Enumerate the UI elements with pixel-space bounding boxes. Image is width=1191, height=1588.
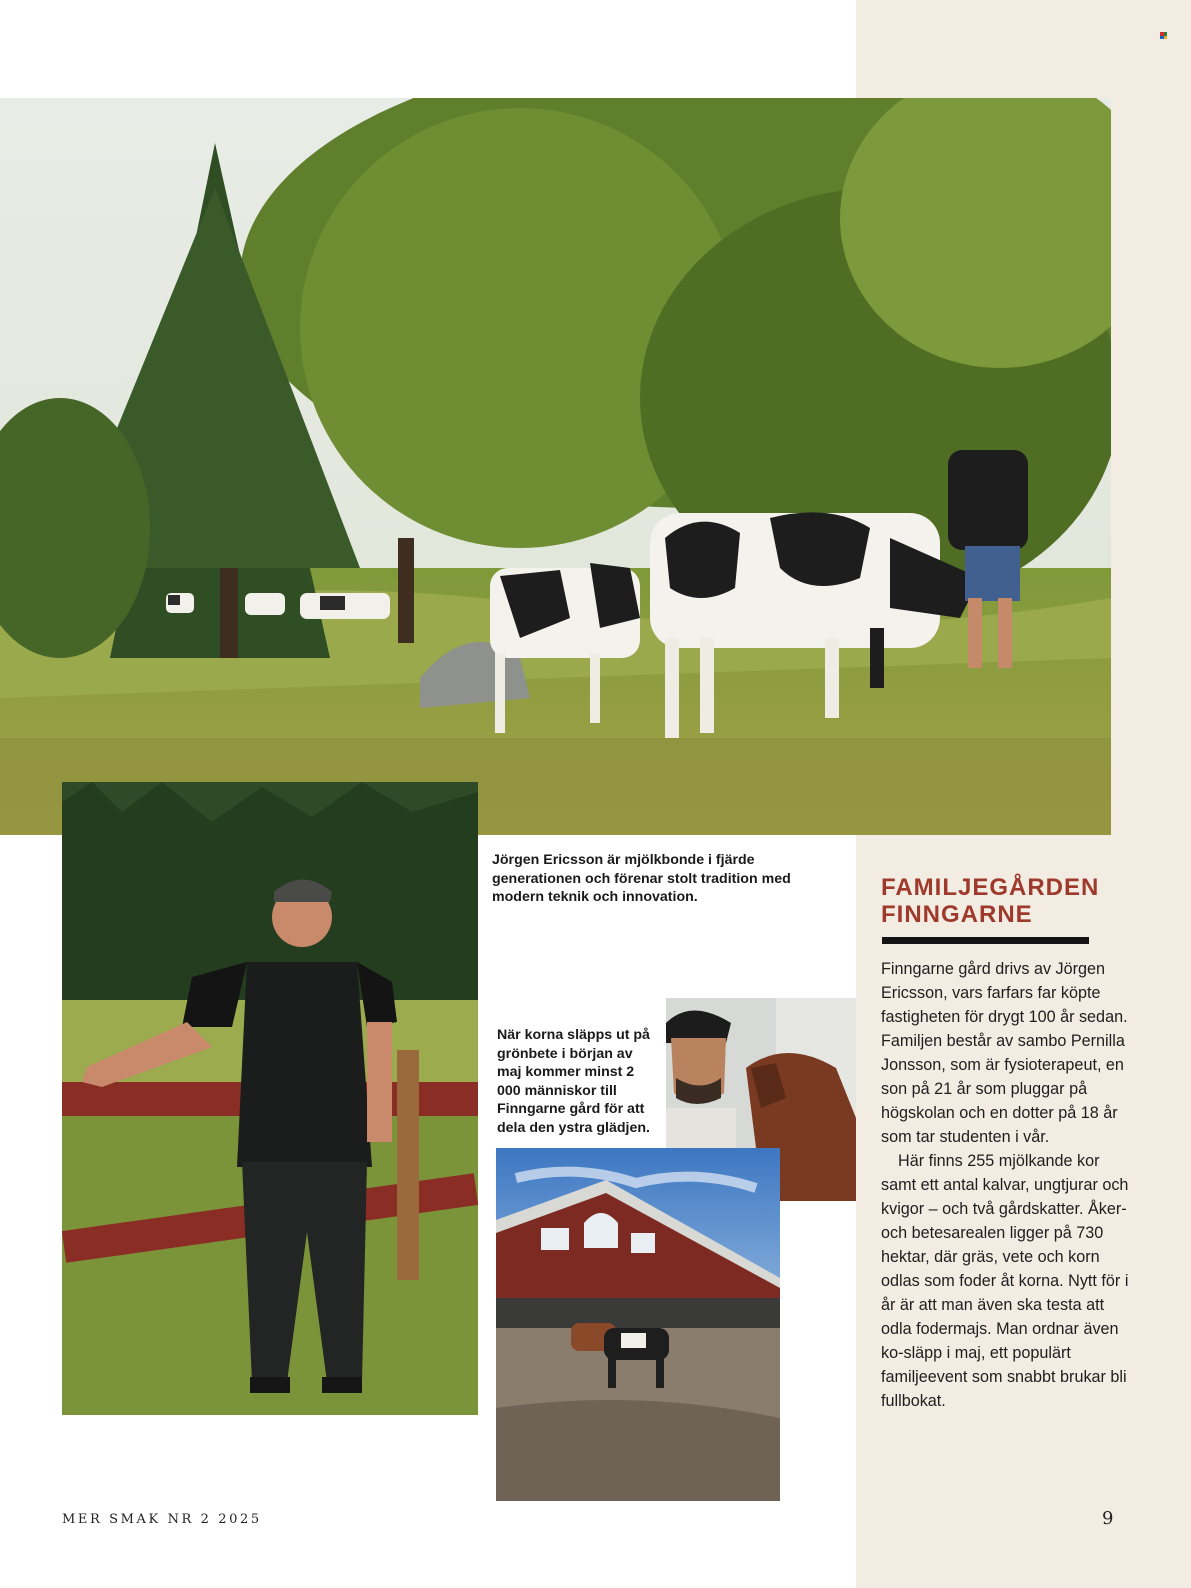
article-heading [881, 874, 1141, 928]
article-paragraph: Här finns 255 mjölkande kor samt ett antal kalvar, ungtjurar och kvigor – och två gårdskatter. Åker- och betesarealen ligger på 730 hektar, där gräs, vete och korn odlas som foder åt korna. Nytt för i år är att man även ska testa att odla fodermajs. Man ordnar även ko-släpp i maj, ett populärt familjeevent som snabbt brukar bli fullbokat. [881, 1152, 1129, 1410]
magazine-footer: MER SMAK NR 2 2025 [62, 1512, 262, 1527]
farmer-portrait-photo [62, 782, 478, 1415]
hero-photo-caption: Jörgen Ericsson är mjölkbonde i fjärde generationen och förenar stolt tradition med modern teknik och innovation. [492, 852, 791, 905]
color-mark-icon [1160, 32, 1167, 39]
heading-rule [882, 937, 1089, 944]
heading-line: FINNGARNE [881, 901, 1033, 928]
barn-photo [496, 1148, 780, 1501]
page-number: 9 [1102, 1508, 1114, 1529]
article-body [881, 957, 1131, 1413]
hero-photo-cows-pasture [0, 98, 1111, 835]
heading-line: FAMILJEGÅRDEN [881, 874, 1100, 901]
cow-release-caption: När korna släpps ut på grönbete i början av maj kommer minst 2 000 människor till Finngarne gård för att dela den ystra glädjen. [497, 1027, 650, 1136]
article-paragraph: Finngarne gård drivs av Jörgen Ericsson, vars farfars far köpte fastigheten för drygt 100 år sedan. Familjen består av sambo Pernilla Jonsson, som är fysioterapeut, en son på 21 år som pluggar på högskolan och en dotter på 18 år som tar studenten i vår. [881, 960, 1128, 1146]
